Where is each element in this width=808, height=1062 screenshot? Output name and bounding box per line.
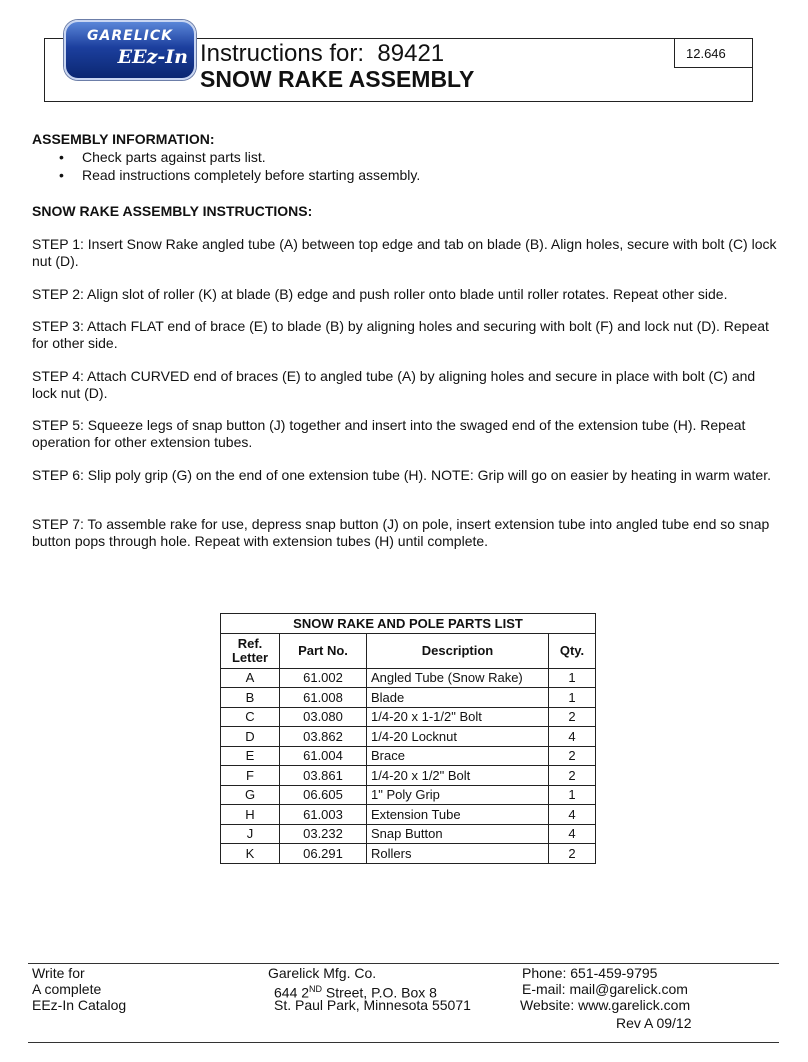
address-number: 644 2 — [274, 984, 310, 1001]
address-street: Street, P.O. Box 8 — [322, 984, 437, 1001]
step-1: STEP 1: Insert Snow Rake angled tube (A) between top edge and tab on blade (B). Align holes, secure with bolt (C) lock nut (D). — [32, 236, 777, 269]
cell-part-no: 03.080 — [280, 707, 367, 727]
header-ref-line1: Ref. — [237, 635, 263, 651]
cell-description: Brace — [367, 746, 549, 766]
cell-qty: 1 — [549, 785, 596, 805]
list-item: • Read instructions completely before starting assembly. — [32, 167, 420, 185]
step-2: STEP 2: Align slot of roller (K) at blade (B) edge and push roller onto blade until roller rotates. Repeat other side. — [32, 286, 728, 302]
cell-qty: 1 — [549, 688, 596, 708]
cell-description: Angled Tube (Snow Rake) — [367, 668, 549, 688]
parts-table-body — [221, 668, 596, 863]
step-4: STEP 4: Attach CURVED end of braces (E) to angled tube (A) by aligning holes and secure in place with bolt (C) and lock nut (D). — [32, 368, 756, 401]
cell-description: Rollers — [367, 844, 549, 864]
cell-qty: 4 — [549, 824, 596, 844]
cell-part-no: 61.008 — [280, 688, 367, 708]
logo-text-brand: GARELICK — [87, 28, 173, 44]
cell-qty: 4 — [549, 727, 596, 747]
cell-qty: 2 — [549, 844, 596, 864]
table-row — [221, 785, 596, 805]
cell-qty: 2 — [549, 746, 596, 766]
header-ref-line2: Letter — [231, 649, 269, 665]
step-6: STEP 6: Slip poly grip (G) on the end of one extension tube (H). NOTE: Grip will go on easier by heating in warm water. — [32, 467, 771, 483]
table-row — [221, 844, 596, 864]
garelick-eezin-logo — [64, 20, 196, 80]
cell-ref-letter: D — [221, 727, 280, 747]
cell-description: 1" Poly Grip — [367, 785, 549, 805]
cell-ref-letter: K — [221, 844, 280, 864]
cell-ref-letter: F — [221, 766, 280, 786]
table-row — [221, 707, 596, 727]
parts-list-table — [220, 613, 596, 864]
cell-part-no: 03.861 — [280, 766, 367, 786]
cell-ref-letter: B — [221, 688, 280, 708]
page-title — [200, 40, 444, 68]
cell-ref-letter: J — [221, 824, 280, 844]
assembly-info-list — [32, 149, 420, 184]
header-qty: Qty. — [549, 633, 596, 668]
footer-divider-bottom — [28, 1042, 779, 1043]
footer-email: E-mail: mail@garelick.com — [522, 981, 688, 997]
table-row — [221, 727, 596, 747]
cell-part-no: 03.232 — [280, 824, 367, 844]
cell-description: 1/4-20 x 1/2" Bolt — [367, 766, 549, 786]
table-row — [221, 746, 596, 766]
cell-ref-letter: G — [221, 785, 280, 805]
cell-description: Extension Tube — [367, 805, 549, 825]
table-title: SNOW RAKE AND POLE PARTS LIST — [221, 614, 596, 634]
document-number: 12.646 — [674, 38, 753, 68]
title-prefix: Instructions for: — [200, 40, 365, 67]
cell-qty: 2 — [549, 766, 596, 786]
footer-phone: Phone: 651-459-9795 — [522, 965, 658, 981]
footer-divider-top — [28, 963, 779, 964]
step-7: STEP 7: To assemble rake for use, depress snap button (J) on pole, insert extension tube into angled tube end so snap button pops through hole. Repeat with extension tubes (H) until complete. — [32, 516, 770, 549]
table-row — [221, 668, 596, 688]
footer-catalog-line3: EEz-In Catalog — [32, 997, 127, 1013]
step-3: STEP 3: Attach FLAT end of brace (E) to blade (B) by aligning holes and securing with bolt (F) and lock nut (D). Repeat for other side. — [32, 318, 769, 351]
cell-part-no: 03.862 — [280, 727, 367, 747]
cell-part-no: 61.003 — [280, 805, 367, 825]
footer-catalog-line1: Write for — [32, 965, 85, 981]
page-subtitle: SNOW RAKE ASSEMBLY — [200, 66, 475, 92]
cell-ref-letter: E — [221, 746, 280, 766]
cell-part-no: 06.605 — [280, 785, 367, 805]
footer-city: St. Paul Park, Minnesota 55071 — [274, 997, 471, 1013]
address-ordinal: ND — [309, 984, 323, 994]
cell-qty: 1 — [549, 668, 596, 688]
step-5: STEP 5: Squeeze legs of snap button (J) together and insert into the swaged end of the extension tube (H). Repeat operation for other extension tubes. — [32, 417, 746, 450]
header-ref-letter — [221, 633, 280, 668]
cell-description: 1/4-20 x 1-1/2" Bolt — [367, 707, 549, 727]
footer-website: Website: www.garelick.com — [520, 997, 691, 1013]
table-row — [221, 766, 596, 786]
list-item: • Check parts against parts list. — [32, 149, 420, 167]
footer-revision: Rev A 09/12 — [616, 1015, 692, 1031]
header-part-no: Part No. — [280, 633, 367, 668]
header-description: Description — [367, 633, 549, 668]
cell-qty: 2 — [549, 707, 596, 727]
cell-description: Snap Button — [367, 824, 549, 844]
cell-qty: 4 — [549, 805, 596, 825]
cell-part-no: 06.291 — [280, 844, 367, 864]
footer-catalog-line2: A complete — [32, 981, 102, 997]
cell-ref-letter: A — [221, 668, 280, 688]
footer-company: Garelick Mfg. Co. — [268, 965, 377, 981]
table-row — [221, 824, 596, 844]
cell-ref-letter: C — [221, 707, 280, 727]
cell-description: Blade — [367, 688, 549, 708]
cell-ref-letter: H — [221, 805, 280, 825]
table-row — [221, 688, 596, 708]
item-number: 89421 — [377, 40, 445, 67]
logo-text-line: EEz-In — [117, 46, 188, 68]
table-row — [221, 805, 596, 825]
cell-part-no: 61.004 — [280, 746, 367, 766]
assembly-info-heading: ASSEMBLY INFORMATION: — [32, 131, 215, 147]
cell-description: 1/4-20 Locknut — [367, 727, 549, 747]
cell-part-no: 61.002 — [280, 668, 367, 688]
instructions-heading: SNOW RAKE ASSEMBLY INSTRUCTIONS: — [32, 203, 313, 219]
